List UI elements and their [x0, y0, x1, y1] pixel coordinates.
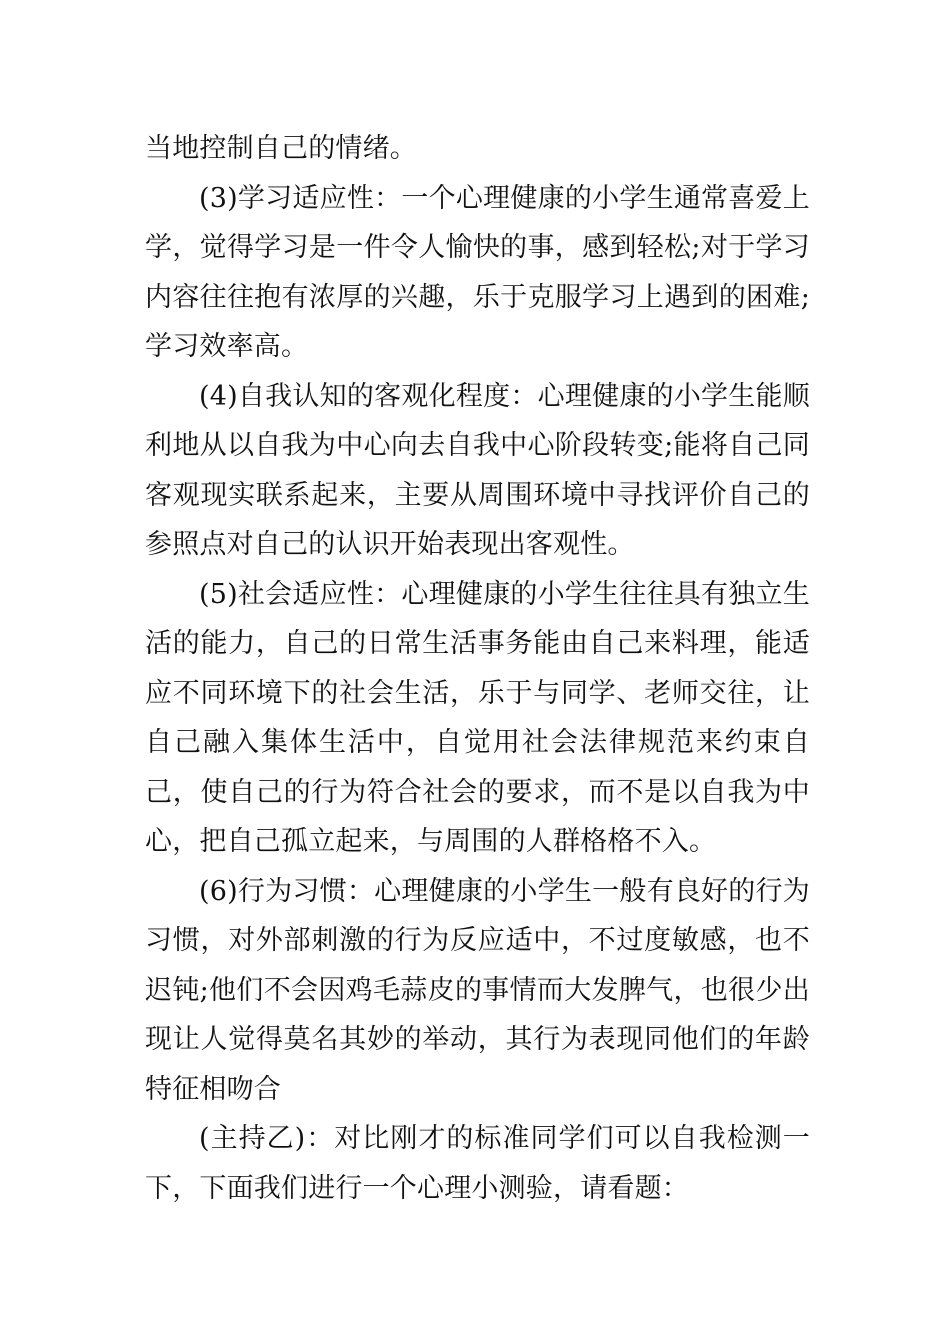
paragraph-social-adaptability: (5)社会适应性：心理健康的小学生往往具有独立生活的能力，自己的日常生活事务能由自己来料理，能适应不同环境下的社会生活，乐于与同学、老师交往，让自己融入集体生活中，自觉用社会法律规范来约束自己，使自己的行为符合社会的要求，而不是以自我为中心，把自己孤立起来，与周围的人群格格不入。: [145, 578, 810, 857]
paragraph-behavior-habits: (6)行为习惯：心理健康的小学生一般有良好的行为习惯，对外部刺激的行为反应适中，不过度敏感，也不迟钝;他们不会因鸡毛蒜皮的事情而大发脾气，也很少出现让人觉得莫名其妙的举动，其行为表现同他们的年龄特征相吻合: [145, 875, 810, 1105]
paragraph-self-cognition: (4)自我认知的客观化程度：心理健康的小学生能顺利地从以自我为中心向去自我中心阶段转变;能将自己同客观现实联系起来，主要从周围环境中寻找评价自己的参照点对自己的认识开始表现出客观性。: [145, 380, 810, 560]
paragraph-emotion-control-end: 当地控制自己的情绪。: [145, 133, 417, 164]
paragraph-host-b: (主持乙)：对比刚才的标准同学们可以自我检测一下，下面我们进行一个心理小测验，请看题：: [145, 1123, 810, 1204]
paragraph-learning-adaptability: (3)学习适应性：一个心理健康的小学生通常喜爱上学，觉得学习是一件令人愉快的事，感到轻松;对于学习内容往往抱有浓厚的兴趣，乐于克服学习上遇到的困难;学习效率高。: [145, 182, 810, 362]
document-body: [145, 124, 810, 1213]
